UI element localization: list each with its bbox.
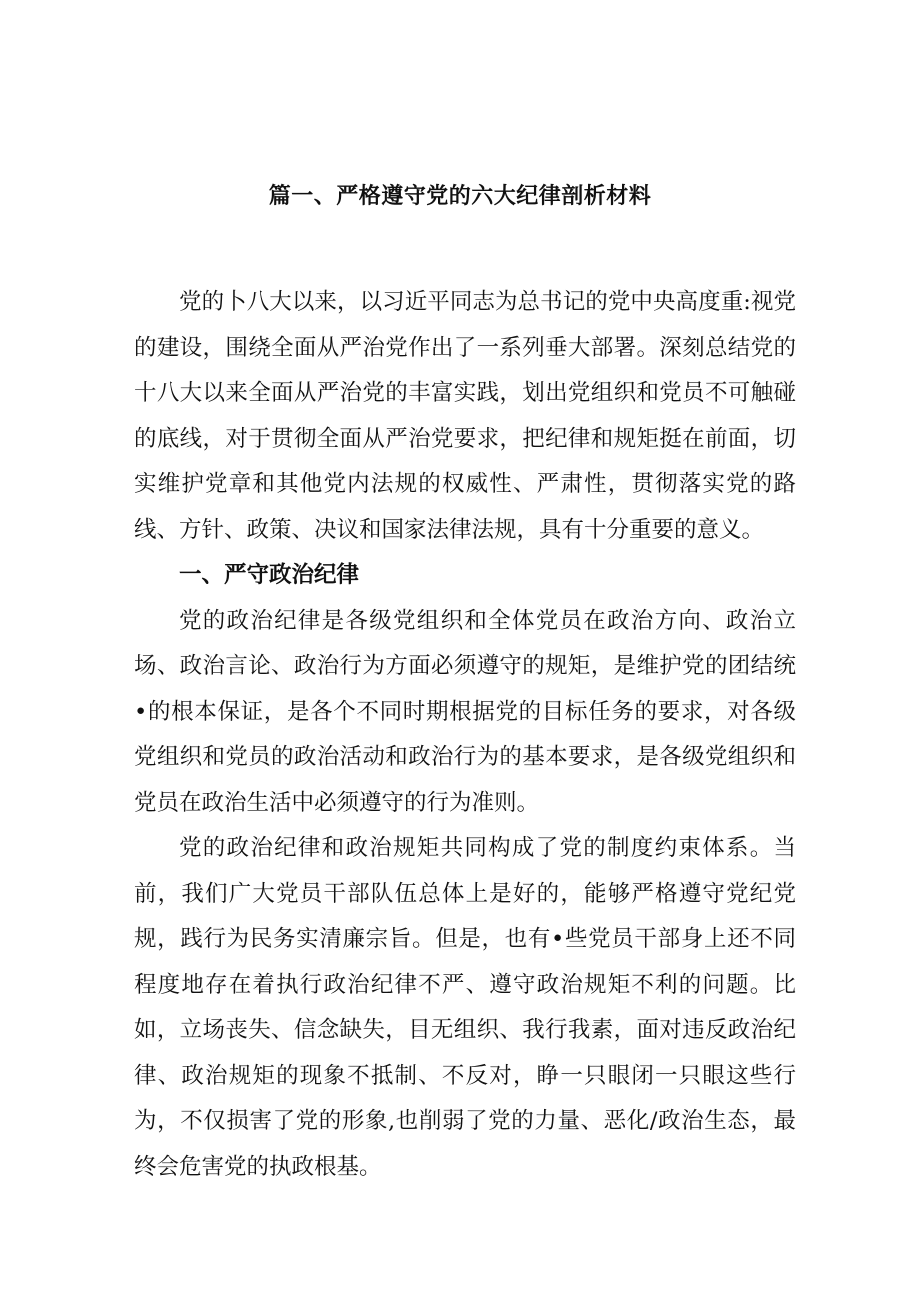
section-heading: 一、严守政治纪律: [179, 562, 360, 588]
document-body: [134, 280, 796, 1190]
document-title: 篇一、严格遵守党的六大纪律剖析材料: [268, 183, 652, 209]
intro-paragraph: 党的卜八大以来，以习近平同志为总书记的党中央高度重:视党的建设，围绕全面从严治党作出了一系列垂大部署。深刻总结党的十八大以来全面从严治党的丰富实践，划出党组织和党员不可触碰的底线，对于贯彻全面从严治党要求，把纪律和规矩挺在前面，切实维护党章和其他党内法规的权威性、严肃性，贯彻落实党的路线、方针、政策、决议和国家法律法规，具有十分重要的意义。: [134, 289, 796, 543]
body-paragraph-rules-system: 党的政治纪律和政治规矩共同构成了党的制度约束体系。当前，我们广大党员干部队伍总体上是好的，能够严格遵守党纪党规，践行为民务实清廉宗旨。但是，也有•些党员干部身上还不同程度地存在着执行政治纪律不严、遵守政治规矩不利的问题。比如，立场丧失、信念缺失，目无组织、我行我素，面对违反政治纪律、政治规矩的现象不抵制、不反对，睁一只眼闭一只眼这些行为，不仅损害了党的形象,也削弱了党的力量、恶化/政治生态，最终会危害党的执政根基。: [134, 835, 796, 1180]
body-paragraph-political-discipline: 党的政治纪律是各级党组织和全体党员在政治方向、政治立场、政治言论、政治行为方面必须遵守的规矩，是维护党的团结统•的根本保证，是各个不同时期根据党的目标任务的要求，对各级党组织和党员的政治活动和政治行为的基本要求，是各级党组织和党员在政治生活中必须遵守的行为准则。: [134, 607, 796, 816]
